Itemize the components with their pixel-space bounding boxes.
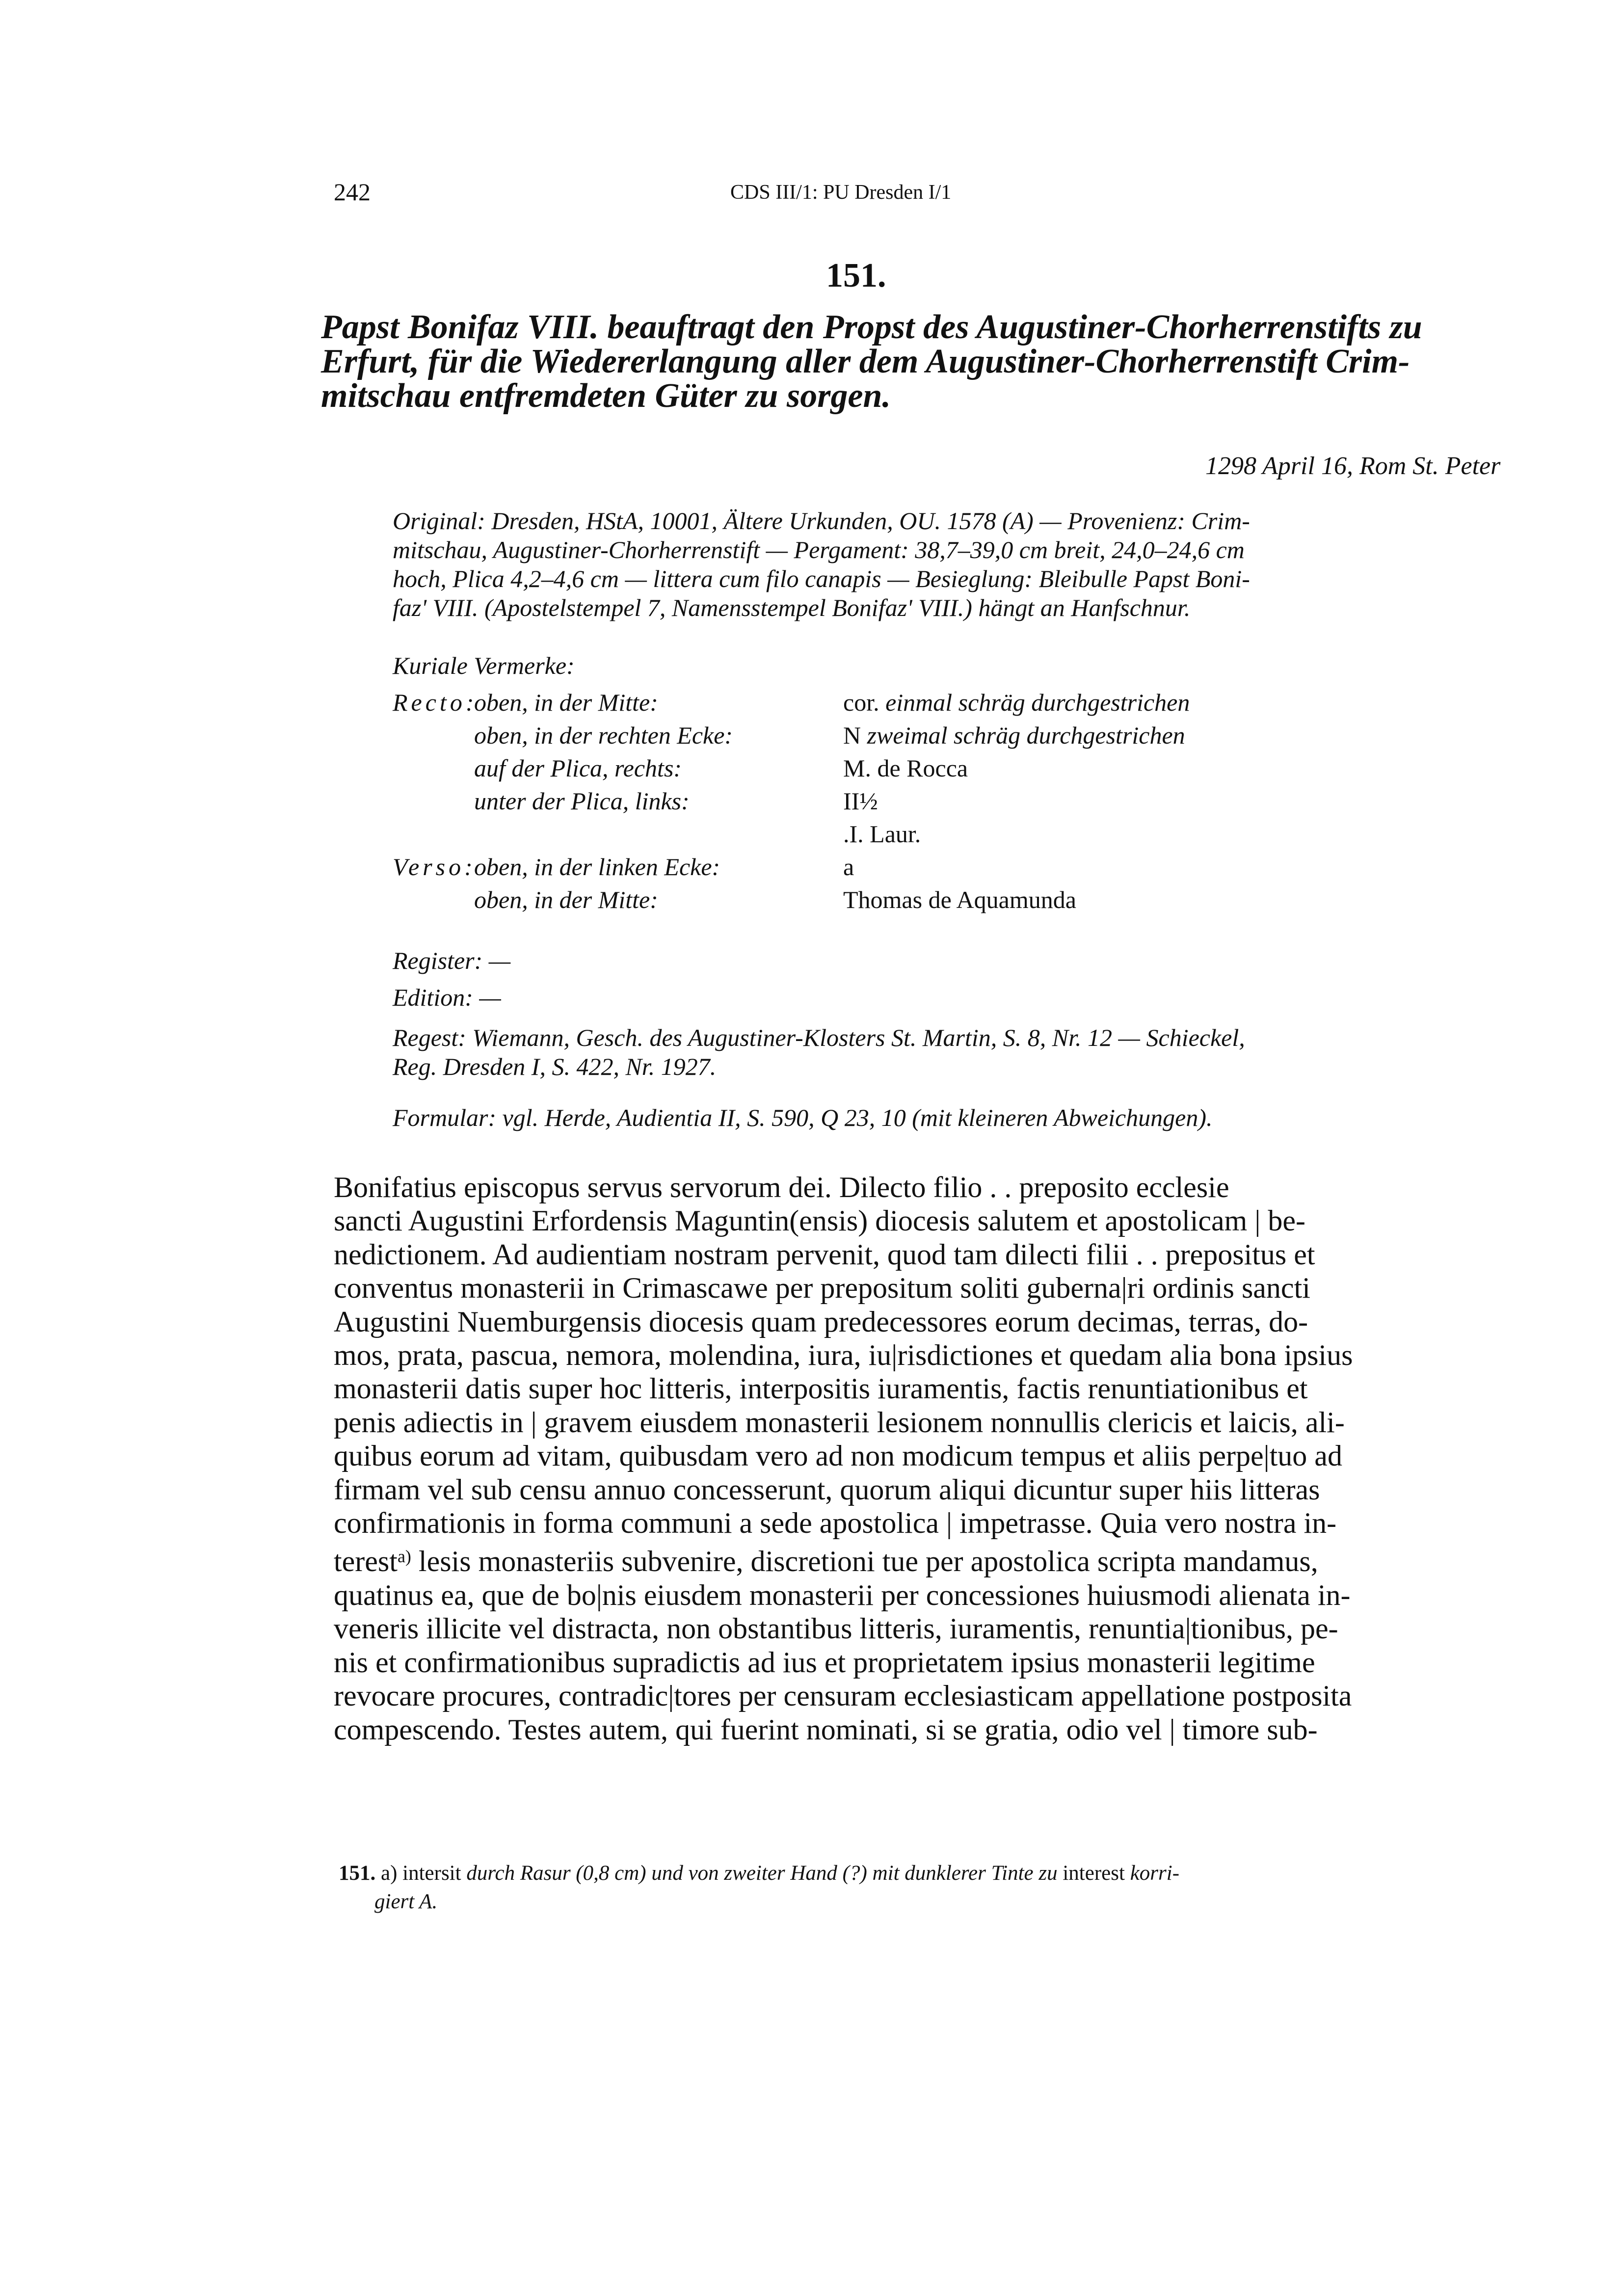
vermerk-section: Recto: bbox=[393, 689, 478, 716]
footnote-line: giert A. bbox=[374, 1890, 438, 1913]
kuriale-heading: Kuriale Vermerke: bbox=[393, 652, 575, 679]
original-line: faz' VIII. (Apostelstempel 7, Namensstempel Bonifaz' VIII.) hängt an Hanfschnur. bbox=[393, 594, 1191, 621]
text-line: confirmationis in forma communi a sede apostolica | impetrasse. Quia vero nostra in- bbox=[334, 1507, 1337, 1540]
footnote-line: 151. a) intersit durch Rasur (0,8 cm) und von zweiter Hand (?) mit dunklerer Tinte zu interest korri- bbox=[339, 1862, 1180, 1885]
vermerk-value: a bbox=[843, 853, 854, 881]
vermerk-value: .I. Laur. bbox=[843, 820, 921, 848]
charter-text bbox=[334, 1171, 1398, 1746]
regest-line: Reg. Dresden I, S. 422, Nr. 1927. bbox=[393, 1053, 717, 1080]
document-number: 151. bbox=[826, 257, 886, 294]
register-note: Register: — bbox=[393, 947, 511, 974]
vermerk-value: cor. einmal schräg durchgestrichen bbox=[843, 689, 1190, 716]
text-line: quatinus ea, que de bo|nis eiusdem monasterii per concessiones huiusmodi alienata in- bbox=[334, 1578, 1351, 1611]
vermerk-section: Verso: bbox=[393, 853, 476, 881]
formular-note: Formular: vgl. Herde, Audientia II, S. 590, Q 23, 10 (mit kleineren Abweichungen). bbox=[393, 1104, 1213, 1131]
footnote bbox=[339, 1859, 1399, 1916]
vermerk-location: oben, in der linken Ecke: bbox=[474, 853, 720, 881]
vermerk-value: Thomas de Aquamunda bbox=[843, 886, 1076, 913]
text-line: nis et confirmationibus supradictis ad ius et proprietatem ipsius monasterii legitime bbox=[334, 1646, 1315, 1679]
original-line: Original: Dresden, HStA, 10001, Ältere Urkunden, OU. 1578 (A) — Provenienz: Crim- bbox=[393, 507, 1250, 534]
text-line: penis adiectis in | gravem eiusdem monasterii lesionem nonnullis clericis et laicis, ali- bbox=[334, 1406, 1345, 1439]
title-line: Erfurt, für die Wiedererlangung aller dem Augustiner-Chorherrenstift Crim- bbox=[321, 343, 1410, 380]
title-line: mitschau entfremdeten Güter zu sorgen. bbox=[321, 377, 891, 415]
text-line: firmam vel sub censu annuo concesserunt, quorum aliqui dicuntur super hiis litteras bbox=[334, 1473, 1320, 1506]
document-title bbox=[321, 308, 1422, 415]
regest-note bbox=[393, 1023, 1397, 1081]
text-line: veneris illicite vel distracta, non obstantibus litteris, iuramentis, renuntia|tionibus, pe- bbox=[334, 1612, 1338, 1645]
vermerk-value: M. de Rocca bbox=[843, 754, 968, 782]
text-line: conventus monasterii in Crimascawe per prepositum soliti guberna|ri ordinis sancti bbox=[334, 1272, 1310, 1305]
original-line: hoch, Plica 4,2–4,6 cm — littera cum filo canapis — Besieglung: Bleibulle Papst Boni- bbox=[393, 565, 1250, 592]
regest-line: Regest: Wiemann, Gesch. des Augustiner-Klosters St. Martin, S. 8, Nr. 12 — Schieckel, bbox=[393, 1024, 1245, 1051]
vermerk-location: oben, in der rechten Ecke: bbox=[474, 721, 733, 749]
text-line: Bonifatius episcopus servus servorum dei. Dilecto filio . . preposito ecclesie bbox=[334, 1171, 1229, 1203]
page-number: 242 bbox=[334, 178, 371, 206]
vermerk-value: N zweimal schräg durchgestrichen bbox=[843, 721, 1185, 749]
vermerk-location: auf der Plica, rechts: bbox=[474, 754, 682, 782]
text-line: terest$^{a)}$ lesis monasteriis subvenire, discretioni tue per apostolica scripta mandamus, bbox=[334, 1545, 1318, 1578]
text-line: Augustini Nuemburgensis diocesis quam predecessores eorum decimas, terras, do- bbox=[334, 1305, 1308, 1338]
text-line: mos, prata, pascua, nemora, molendina, iura, iu|risdictiones et quedam alia bona ipsius bbox=[334, 1339, 1353, 1372]
running-head: CDS III/1: PU Dresden I/1 bbox=[730, 181, 952, 204]
text-line: nedictionem. Ad audientiam nostram pervenit, quod tam dilecti filii . . prepositus et bbox=[334, 1238, 1315, 1271]
vermerk-location: unter der Plica, links: bbox=[474, 787, 690, 815]
vermerk-location: oben, in der Mitte: bbox=[474, 689, 658, 716]
footnote-marker: a) bbox=[397, 1547, 411, 1567]
vermerk-location: oben, in der Mitte: bbox=[474, 886, 658, 913]
title-line: Papst Bonifaz VIII. beauftragt den Propst des Augustiner-Chorherrenstifts zu bbox=[321, 308, 1422, 346]
document-date: 1298 April 16, Rom St. Peter bbox=[1205, 452, 1501, 480]
edition-note: Edition: — bbox=[393, 984, 501, 1011]
text-line: revocare procures, contradic|tores per censuram ecclesiasticam appellatione postposita bbox=[334, 1680, 1352, 1712]
text-line: quibus eorum ad vitam, quibusdam vero ad non modicum tempus et aliis perpe|tuo ad bbox=[334, 1440, 1342, 1472]
text-line: sancti Augustini Erfordensis Maguntin(ensis) diocesis salutem et apostolicam | be- bbox=[334, 1204, 1305, 1237]
original-line: mitschau, Augustiner-Chorherrenstift — Pergament: 38,7–39,0 cm breit, 24,0–24,6 cm bbox=[393, 536, 1245, 563]
text-line: monasterii datis super hoc litteris, interpositis iuramentis, factis renuntiationibus et bbox=[334, 1372, 1308, 1405]
vermerk-value: II½ bbox=[843, 787, 878, 815]
original-description bbox=[393, 507, 1397, 622]
text-line: compescendo. Testes autem, qui fuerint nominati, si se gratia, odio vel | timore sub- bbox=[334, 1713, 1318, 1746]
